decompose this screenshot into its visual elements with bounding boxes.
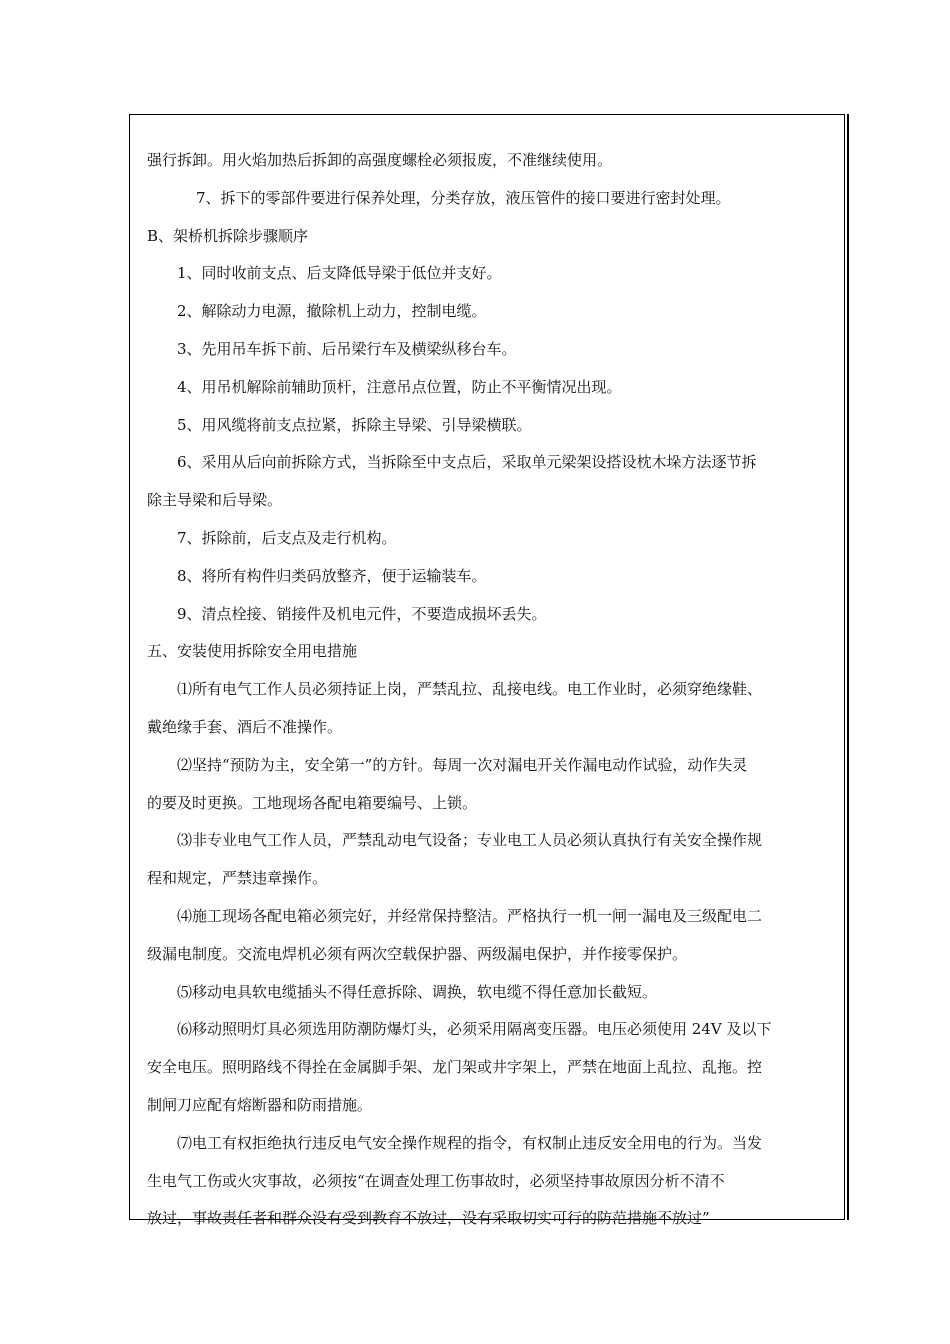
- list-item: 4、用吊机解除前辅助顶杆，注意吊点位置，防止不平衡情况出现。: [177, 377, 622, 396]
- text-line: 除主导梁和后导梁。: [147, 491, 283, 510]
- list-item: 3、先用吊车拆下前、后吊梁行车及横梁纵移台车。: [177, 339, 517, 358]
- list-item: ⑺电工有权拒绝执行违反电气安全操作规程的指令，有权制止违反安全用电的行为。当发: [177, 1133, 763, 1152]
- table-right-double-line: [847, 114, 849, 1220]
- list-item: 9、清点栓接、销接件及机电元件，不要造成损坏丢失。: [177, 604, 547, 623]
- text-line: 级漏电制度。交流电焊机必须有两次空载保护器、两级漏电保护，并作接零保护。: [147, 944, 688, 963]
- list-item: ⑸移动电具软电缆插头不得任意拆除、调换，软电缆不得任意加长截短。: [177, 982, 658, 1001]
- list-item: 6、采用从后向前拆除方式，当拆除至中支点后，采取单元梁架设搭设枕木垛方法逐节拆: [177, 453, 757, 472]
- list-item: ⑶非专业电气工作人员，严禁乱动电气设备；专业电工人员必须认真执行有关安全操作规: [177, 831, 763, 850]
- list-item: 1、同时收前支点、后支降低导梁于低位并支好。: [177, 264, 502, 283]
- section-heading: B、架桥机拆除步骤顺序: [147, 226, 309, 245]
- list-item: ⑹移动照明灯具必须选用防潮防爆灯头，必须采用隔离变压器。电压必须使用 24V 及以下: [177, 1020, 772, 1039]
- list-item: 2、解除动力电源，撤除机上动力，控制电缆。: [177, 302, 487, 321]
- list-item: ⑴所有电气工作人员必须持证上岗，严禁乱拉、乱接电线。电工作业时，必须穿绝缘鞋、: [177, 680, 763, 699]
- text-line: 生电气工伤或火灾事故，必须按“在调查处理工伤事故时，必须坚持事故原因分析不清不: [147, 1171, 725, 1190]
- text-line: 戴绝缘手套、酒后不准操作。: [147, 717, 343, 736]
- list-item: 8、将所有构件归类码放整齐，便于运输装车。: [177, 566, 487, 585]
- text-line: 安全电压。照明路线不得拴在金属脚手架、龙门架或井字架上，严禁在地面上乱拉、乱拖。控: [147, 1058, 763, 1077]
- section-heading: 五、安装使用拆除安全用电措施: [147, 642, 358, 661]
- text-line: 放过，事故责任者和群众没有受到教育不放过，没有采取切实可行的防范措施不放过”: [147, 1209, 710, 1228]
- list-item: 5、用风缆将前支点拉紧，拆除主导梁、引导梁横联。: [177, 415, 532, 434]
- list-item: ⑵坚持“预防为主，安全第一”的方针。每周一次对漏电开关作漏电动作试验，动作失灵: [177, 755, 748, 774]
- text-line: 制闸刀应配有熔断器和防雨措施。: [147, 1095, 373, 1114]
- text-line: 7、拆下的零部件要进行保养处理，分类存放，液压管件的接口要进行密封处理。: [196, 188, 731, 207]
- text-line: 的要及时更换。工地现场各配电箱要编号、上锁。: [147, 793, 478, 812]
- text-line: 程和规定，严禁违章操作。: [147, 869, 328, 888]
- document-body: [147, 142, 837, 1238]
- list-item: ⑷施工现场各配电箱必须完好，并经常保持整洁。严格执行一机一闸一漏电及三级配电二: [177, 906, 763, 925]
- text-line: 强行拆卸。用火焰加热后拆卸的高强度螺栓必须报废，不准继续使用。: [147, 151, 613, 169]
- list-item: 7、拆除前，后支点及走行机构。: [177, 528, 397, 547]
